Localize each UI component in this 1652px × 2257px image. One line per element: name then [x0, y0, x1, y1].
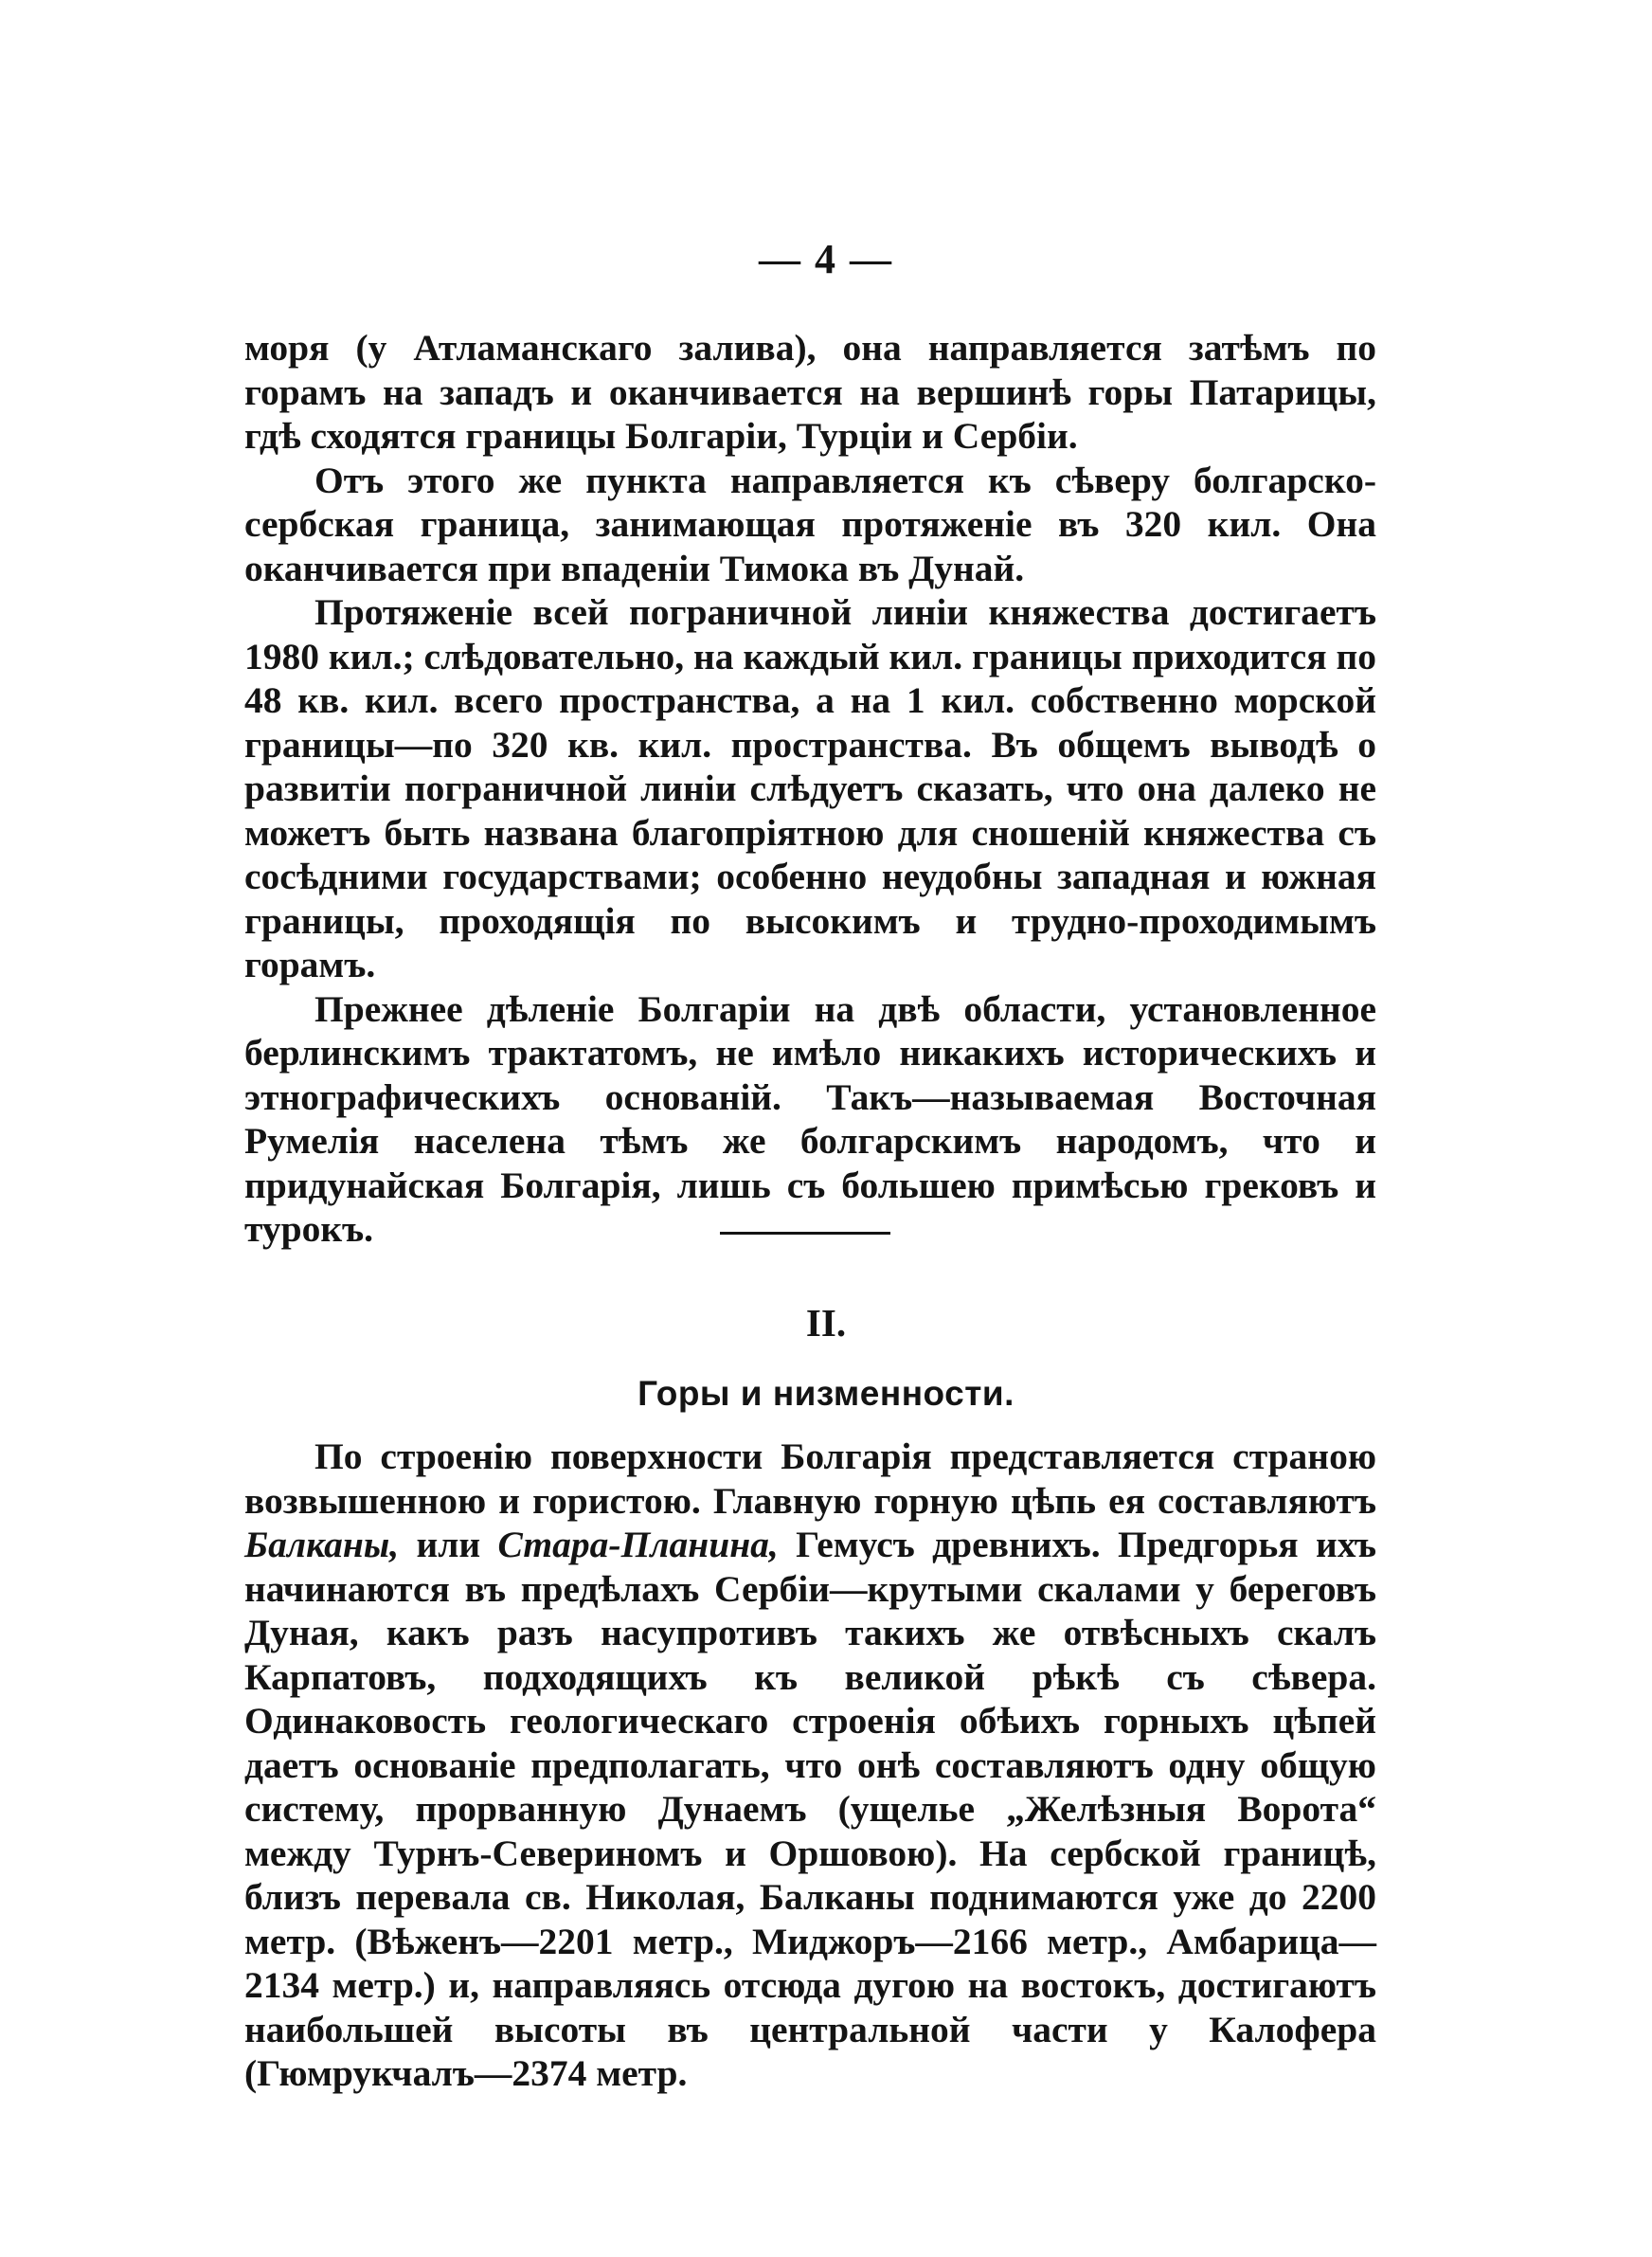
paragraph: Протяженіе всей пограничной линіи княжества достигаетъ 1980 кил.; слѣдовательно, на каждый кил. границы приходится по 48 кв. кил. всего пространства, а на 1 кил. собственно морской границы—по 320 кв. кил. пространства. Въ общемъ выводѣ о развитіи пограничной линіи слѣдуетъ сказать, что она далеко не можетъ быть названа благопріятною для сношеній княжества съ сосѣдними государствами; особенно неудобны западная и южная границы, проходящія по высокимъ и трудно-проходимымъ горамъ.: [244, 591, 1376, 985]
section-divider: [720, 1232, 890, 1235]
section-title: Горы и низменности.: [637, 1374, 1015, 1413]
section-two-text: [244, 1435, 1376, 2096]
paragraph: [244, 1435, 1376, 2096]
page-number: — 4 —: [759, 236, 893, 282]
paragraph: Прежнее дѣленіе Болгаріи на двѣ области, установленное берлинскимъ трактатомъ, не имѣло никакихъ историческихъ и этнографическихъ основаній. Такъ—называемая Восточная Румелія населена тѣмъ же болгарскимъ народомъ, что и придунайская Болгарія, лишь съ большею примѣсью грековъ и турокъ.: [244, 987, 1376, 1250]
italic-term-stara-planina: Стара-Планина,: [497, 1524, 779, 1565]
paragraph: моря (у Атламанскаго залива), она направляется затѣмъ по горамъ на западъ и оканчивается на вершинѣ горы Патарицы, гдѣ сходятся границы Болгаріи, Турціи и Сербіи.: [244, 327, 1376, 457]
italic-term-balkany: Балканы,: [244, 1524, 400, 1565]
paragraph-text: или: [399, 1524, 498, 1565]
paragraph-text: Гемусъ древнихъ. Предгорья ихъ начинаются въ предѣлахъ Сербіи—крутыми скалами у береговъ Дуная, какъ разъ насупротивъ такихъ же отвѣсныхъ скалъ Карпатовъ, подходящихъ къ великой рѣкѣ съ сѣвера. Одинаковость геологическаго строенія обѣихъ горныхъ цѣпей даетъ основаніе предполагать, что онѣ составляютъ одну общую систему, прорванную Дунаемъ (ущелье „Желѣзныя Ворота“ между Турнъ-Севериномъ и Оршовою). На сербской границѣ, близъ перевала св. Николая, Балканы поднимаются уже до 2200 метр. (Вѣженъ—2201 метр., Миджоръ—2166 метр., Амбарица—2134 метр.) и, направляясь отсюда дугою на востокъ, достигаютъ наибольшей высоты въ центральной части у Калофера (Гюмрукчалъ—2374 метр.: [244, 1524, 1376, 2094]
section-one-text: [244, 326, 1376, 1252]
paragraph-text: По строенію поверхности Болгарія представляется страною возвышенною и гористою. Главную горную цѣпь ея составляютъ: [244, 1435, 1376, 1522]
paragraph: Отъ этого же пункта направляется къ сѣверу болгарско-сербская граница, занимающая протяженіе въ 320 кил. Она оканчивается при впаденіи Тимока въ Дунай.: [244, 459, 1376, 589]
section-number: II.: [805, 1301, 847, 1345]
